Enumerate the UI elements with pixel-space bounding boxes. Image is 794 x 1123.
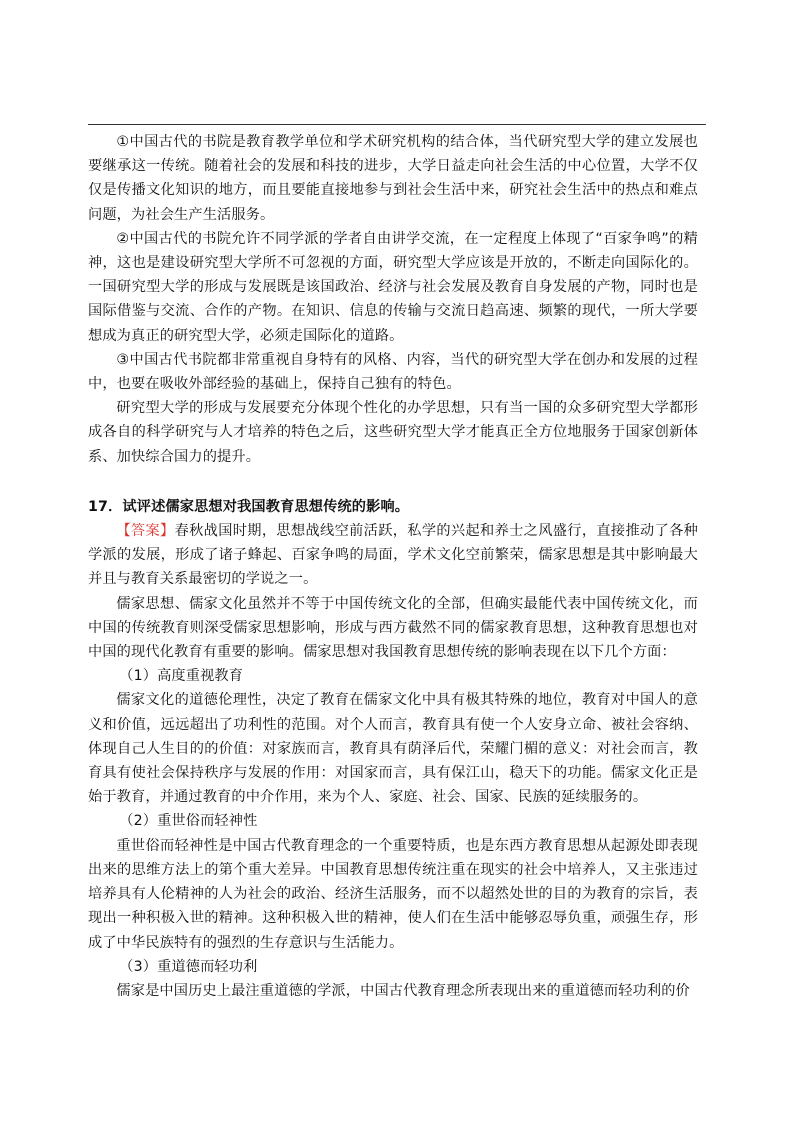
subheading-3: （3）重道德而轻功利 [119, 958, 258, 975]
answer-paragraph-3: 儒家文化的道德伦理性，决定了教育在儒家文化中具有极其特殊的地位，教育对中国人的意义和价值，远远超出了功利性的范围。对个人而言，教育具有使一个人安身立命、被社会容纳、体现自己人生目的的价值：对家族而言，教育具有荫泽后代，荣耀门楣的意义：对社会而言，教育具有使社会保持秩序与发展的作用：对国家而言，具有保江山，稳天下的功能。儒家文化正是始于教育，并通过教育的中介作用，来为个人、家庭、社会、国家、民族的延续服务的。 [88, 692, 698, 806]
subheading-1: （1）高度重视教育 [119, 668, 244, 685]
paragraph-3: ③中国古代书院都非常重视自身特有的风格、内容，当代的研究型大学在创办和发展的过程中，也要在吸收外部经验的基础上，保持自己独有的特色。 [88, 351, 698, 393]
answer-paragraph-2: 儒家思想、儒家文化虽然并不等于中国传统文化的全部，但确实最能代表中国传统文化，而中国的传统教育则深受儒家思想影响，形成与西方截然不同的儒家教育思想，这种教育思想也对中国的现代化教育有重要的影响。儒家思想对我国教育思想传统的影响表现在以下几个方面： [88, 595, 698, 661]
answer-paragraph-4: 重世俗而轻神性是中国古代教育理念的一个重要特质，也是东西方教育思想从起源处即表现出来的思维方法上的第个重大差异。中国教育思想传统注重在现实的社会中培养人，又主张违过培养具有人伦精神的人为社会的政治、经济生活服务，而不以超然处世的目的为教育的宗旨，表现出一种积极入世的精神。这种积极入世的精神，使人们在生活中能够忍辱负重，顽强生存，形成了中华民族特有的强烈的生存意识与生活能力。 [88, 837, 698, 951]
question-17 [88, 495, 698, 519]
paragraph-1: ①中国古代的书院是教育教学单位和学术研究机构的结合体，当代研究型大学的建立发展也要继承这一传统。随着社会的发展和科技的进步，大学日益走向社会生活的中心位置，大学不仅仅是传播文化知识的地方，而且要能直接地参与到社会生活中来，研究社会生活中的热点和难点问题，为社会生产生活服务。 [88, 134, 698, 223]
answer-intro-paragraph [88, 519, 698, 592]
answer-paragraph-5: 儒家是中国历史上最注重道德的学派，中国古代教育理念所表现出来的重道德而轻功利的价 [116, 982, 690, 999]
header-rule [88, 124, 706, 125]
question-text: 试评述儒家思想对我国教育思想传统的影响。 [122, 498, 410, 515]
paragraph-2: ②中国古代的书院允许不同学派的学者自由讲学交流，在一定程度上体现了“百家争鸣”的精神，这也是建设研究型大学所不可忽视的方面，研究型大学应该是开放的，不断走向国际化的。一国研究型大学的形成与发展既是该国政治、经济与社会发展及教育自身发展的产物，同时也是国际借鉴与交流、合作的产物。在知识、信息的传输与交流日趋高速、频繁的现代，一所大学要想成为真正的研究型大学，必须走国际化的道路。 [88, 230, 698, 344]
answer-tag: 【答案】 [116, 523, 175, 540]
question-number: 17． [88, 498, 123, 515]
subheading-2: （2）重世俗而轻神性 [119, 813, 258, 830]
document-body [88, 130, 698, 1003]
answer-intro-text: 春秋战国时期，思想战线空前活跃，私学的兴起和养士之风盛行，直接推动了各种学派的发展，形成了诸子蜂起、百家争鸣的局面，学术文化空前繁荣，儒家思想是其中影响最大并且与教育关系最密切的学说之一。 [88, 523, 698, 588]
paragraph-4: 研究型大学的形成与发展要充分体现个性化的办学思想，只有当一国的众多研究型大学都形成各自的科学研究与人才培养的特色之后，这些研究型大学才能真正全方位地服务于国家创新体系、加快综合国力的提升。 [88, 400, 698, 465]
